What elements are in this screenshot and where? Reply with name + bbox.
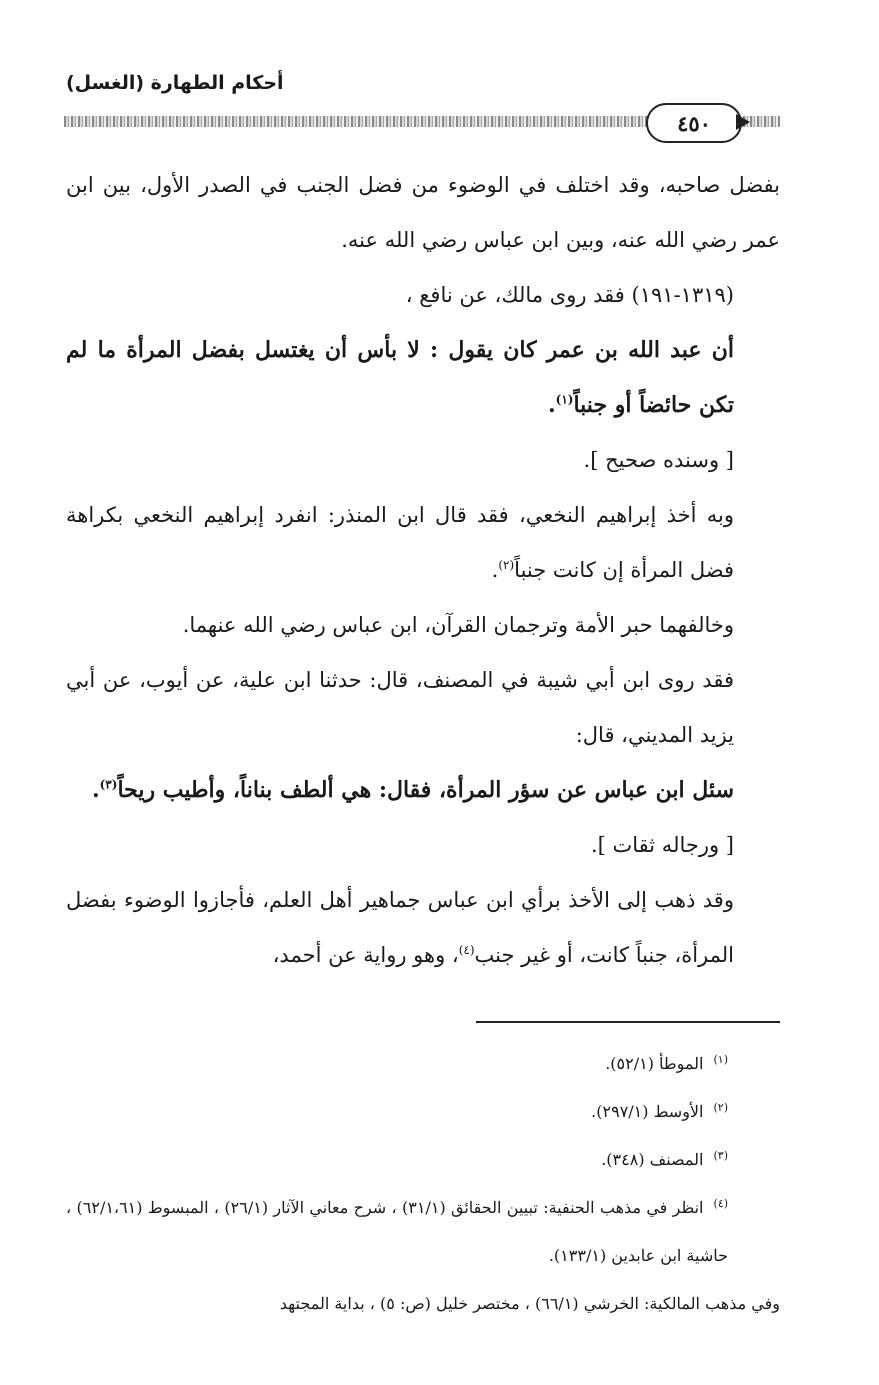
footnote-text: الموطأ (٥٢/١). — [605, 1054, 704, 1073]
paragraph-text: ، وهو رواية عن أحمد، — [272, 943, 459, 967]
punctuation: . — [91, 777, 100, 803]
footnote-ref[interactable]: (٢) — [498, 558, 515, 572]
footnote-separator — [476, 1021, 780, 1023]
hadith-number-line: (١٣١٩-١٩١) فقد روى مالك، عن نافع ، — [405, 283, 734, 307]
footnote — [66, 1040, 780, 1088]
footnote-number: (٣) — [713, 1148, 728, 1162]
paragraph: بفضل صاحبه، وقد اختلف في الوضوء من فضل الجنب في الصدر الأول، بين ابن عمر رضي الله عنه، وبين ابن عباس رضي الله عنه. — [66, 173, 780, 252]
footnote — [66, 1136, 780, 1184]
page-number-badge — [646, 103, 742, 143]
footnote-number: (١) — [713, 1052, 728, 1066]
footnote — [66, 1184, 780, 1280]
footnote-ref[interactable]: (١) — [555, 392, 574, 407]
grading-note: [ وسنده صحيح ]. — [583, 448, 734, 472]
paragraph — [66, 488, 780, 598]
main-text — [66, 158, 780, 983]
paragraph-text: وبه أخذ إبراهيم النخعي، فقد قال ابن المنذر: انفرد إبراهيم النخعي بكراهة فضل المرأة إن كانت جنباً — [66, 503, 734, 582]
hadith-text-body: أن عبد الله بن عمر كان يقول : لا بأس أن يغتسل بفضل المرأة ما لم تكن حائضاً أو جنباً — [66, 337, 734, 418]
footnote-ref[interactable]: (٣) — [99, 777, 118, 792]
punctuation: . — [547, 392, 556, 418]
hadith-text — [66, 763, 780, 818]
paragraph: فقد روى ابن أبي شيبة في المصنف، قال: حدثنا ابن علية، عن أيوب، عن أبي يزيد المديني، قال: — [66, 668, 734, 747]
hadith-text-body: سئل ابن عباس عن سؤر المرأة، فقال: هي ألطف بناناً، وأطيب ريحاً — [117, 777, 734, 803]
punctuation: . — [491, 558, 499, 582]
footnote-number: (٢) — [713, 1100, 728, 1114]
footnote-text: انظر في مذهب الحنفية: تبيين الحقائق (٣١/١) ، شرح معاني الآثار (٢٦/١) ، المبسوط (٦٢/١،٦١) ، حاشية ابن عابدين (١٣٣/١). — [66, 1198, 728, 1265]
paragraph: وخالفهما حبر الأمة وترجمان القرآن، ابن عباس رضي الله عنهما. — [182, 613, 734, 637]
running-title: أحكام الطهارة (الغسل) — [66, 72, 284, 94]
badge-pointer — [736, 114, 750, 130]
footnote-continuation: وفي مذهب المالكية: الخرشي (٦٦/١) ، مختصر خليل (ص: ٥) ، بداية المجتهد — [279, 1294, 780, 1313]
footnotes — [66, 1040, 780, 1328]
footnote-text: المصنف (٣٤٨). — [601, 1150, 704, 1169]
footnote-number: (٤) — [713, 1196, 729, 1210]
page-number: ٤٥٠ — [677, 110, 711, 136]
hadith-text — [66, 323, 780, 433]
paragraph — [66, 873, 780, 983]
footnote-text: الأوسط (٢٩٧/١). — [591, 1102, 704, 1121]
footnote-ref[interactable]: (٤) — [458, 943, 475, 957]
grading-note: [ ورجاله ثقات ]. — [590, 833, 734, 857]
paragraph-text: وقد ذهب إلى الأخذ برأي ابن عباس جماهير أهل العلم، فأجازوا الوضوء بفضل المرأة، جنباً كانت، أو غير جنب — [66, 888, 734, 967]
footnote — [66, 1088, 780, 1136]
